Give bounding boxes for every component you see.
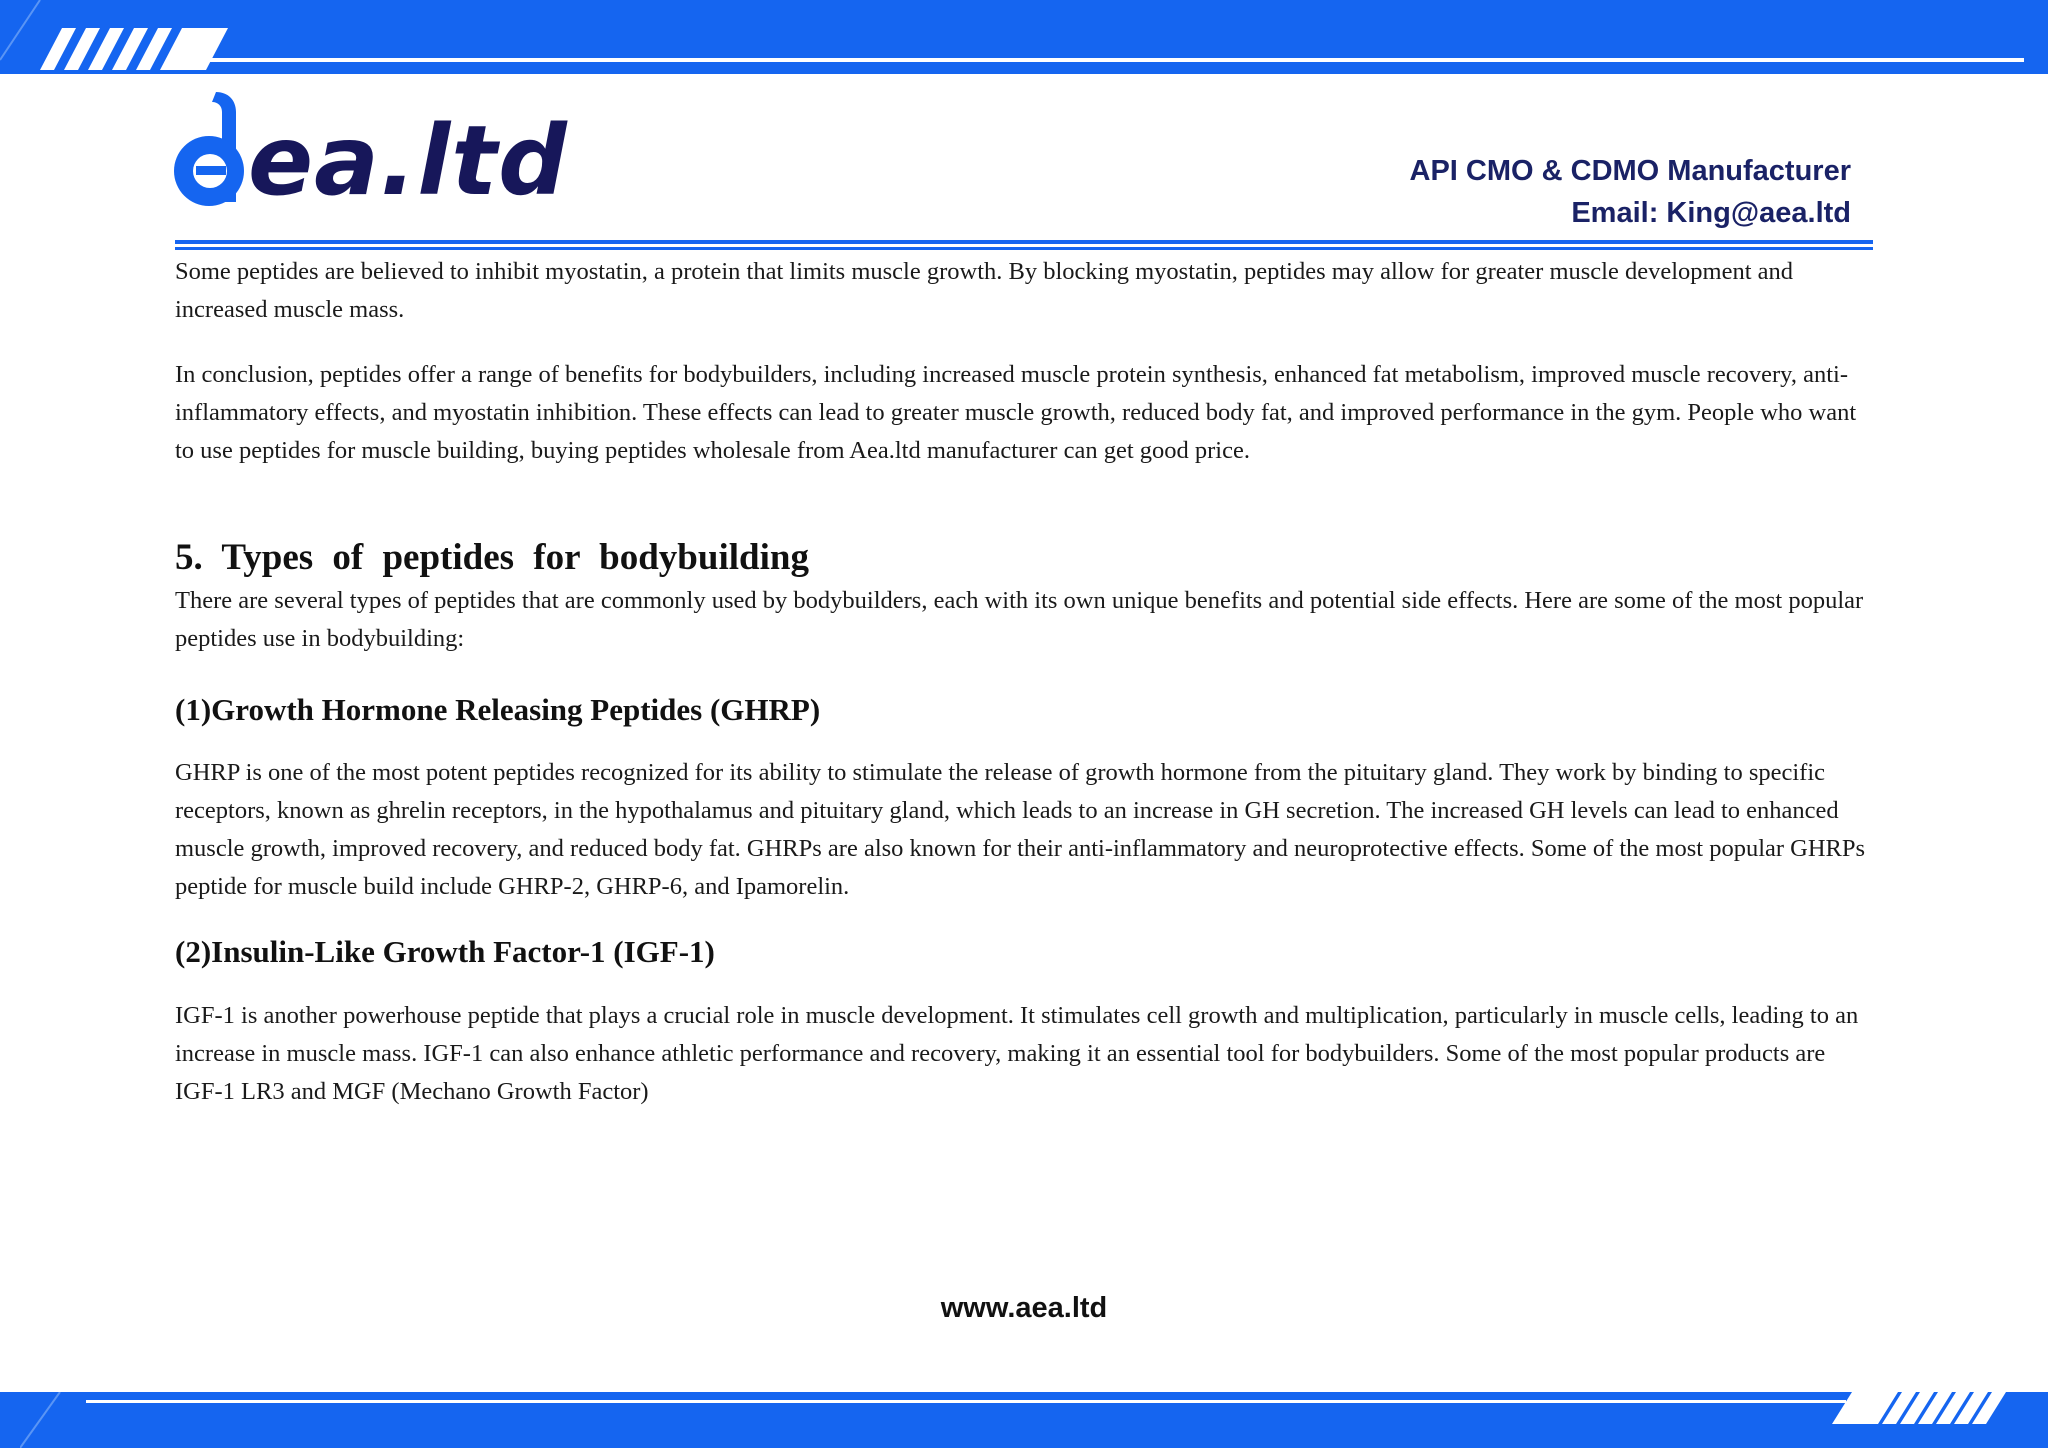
- header-divider-secondary: [175, 247, 1873, 250]
- section-heading: 5. Types of peptides for bodybuilding: [175, 537, 809, 578]
- header-divider: [175, 240, 1873, 244]
- top-banner-line: [210, 58, 2024, 62]
- logo-wordmark: ea.ltd: [248, 105, 568, 217]
- document-body: [175, 253, 1875, 1111]
- subsection-heading-igf1: (2)Insulin-Like Growth Factor-1 (IGF-1): [175, 934, 715, 969]
- bottom-banner-line: [86, 1400, 1846, 1403]
- header-contact: [1410, 150, 1851, 234]
- top-corner-line: [0, 0, 60, 74]
- subsection-body-ghrp: GHRP is one of the most potent peptides recognized for its ability to stimulate the release of growth hormone from the pituitary gland. They work by binding to specific receptors, known as ghrelin receptors, in the hypothalamus and pituitary gland, which leads to an increase in GH secretion. The increased GH levels can lead to enhanced muscle growth, improved recovery, and reduced body fat. GHRPs are also known for their anti-inflammatory and neuroprotective effects. Some of the most popular GHRPs peptide for muscle build include GHRP-2, GHRP-6, and Ipamorelin.: [175, 759, 1866, 900]
- subsection-body-igf1: IGF-1 is another powerhouse peptide that plays a crucial role in muscle development. It stimulates cell growth and multiplication, particularly in muscle cells, leading to an increase in muscle mass. IGF-1 can also enhance athletic performance and recovery, making it an essential tool for bodybuilders. Some of the most popular products are IGF-1 LR3 and MGF (Mechano Growth Factor): [175, 1002, 1859, 1105]
- bottom-corner-line: [20, 1392, 70, 1448]
- header-email: Email: King@aea.ltd: [1571, 197, 1851, 229]
- footer-website-link[interactable]: www.aea.ltd: [940, 1292, 1108, 1324]
- section-intro: There are several types of peptides that are commonly used by bodybuilders, each with its own unique benefits and potential side effects. Here are some of the most popular peptides use in bodybuilding:: [175, 587, 1864, 652]
- top-stripes-decoration: [40, 28, 230, 70]
- subsection-heading-ghrp: (1)Growth Hormone Releasing Peptides (GHRP): [175, 692, 821, 727]
- header-tagline: API CMO & CDMO Manufacturer: [1409, 155, 1851, 187]
- bottom-stripes-decoration: [1820, 1392, 2010, 1424]
- top-banner: [0, 0, 2048, 74]
- aea-logo-icon: [172, 90, 256, 214]
- paragraph: Some peptides are believed to inhibit myostatin, a protein that limits muscle growth. By blocking myostatin, peptides may allow for greater muscle development and increased muscle mass.: [175, 258, 1794, 323]
- conclusion-paragraph: In conclusion, peptides offer a range of benefits for bodybuilders, including increased muscle protein synthesis, enhanced fat metabolism, improved muscle recovery, anti-inflammatory effects, and myostatin inhibition. These effects can lead to greater muscle growth, reduced body fat, and improved performance in the gym. People who want to use peptides for muscle building, buying peptides wholesale from Aea.ltd manufacturer can get good price.: [175, 361, 1857, 464]
